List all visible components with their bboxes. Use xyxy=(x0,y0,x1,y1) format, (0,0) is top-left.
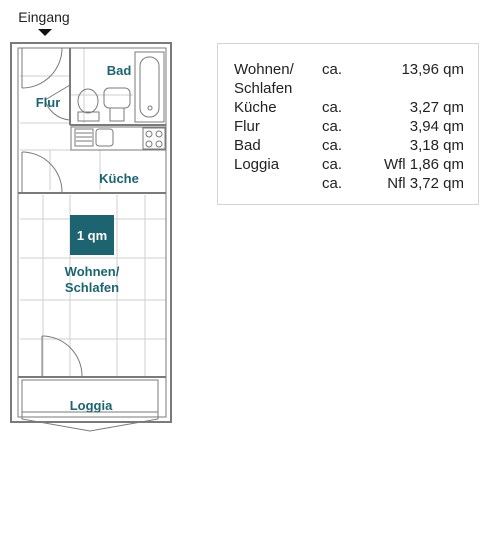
room-label-loggia: Loggia xyxy=(69,398,113,413)
entrance-door xyxy=(22,48,62,88)
area-ca: ca. xyxy=(322,175,343,192)
area-value: 3,94 qm xyxy=(409,118,464,135)
area-value: 3,18 qm xyxy=(409,137,464,154)
area-row xyxy=(234,155,464,174)
area-value: Nfl 3,72 qm xyxy=(387,175,464,192)
area-ca: ca. xyxy=(322,118,343,135)
area-room: Loggia xyxy=(234,156,280,173)
area-room: Wohnen/ xyxy=(234,61,294,78)
area-table xyxy=(217,43,479,205)
entrance-label: Eingang xyxy=(18,9,70,25)
scale-label: 1 qm xyxy=(76,228,108,243)
area-row xyxy=(234,60,464,79)
room-label-bad: Bad xyxy=(106,63,132,78)
loggia-door xyxy=(42,336,82,376)
toilet-icon xyxy=(78,89,99,121)
area-ca: ca. xyxy=(322,156,343,173)
area-row xyxy=(234,98,464,117)
room-label-flur: Flur xyxy=(35,95,61,110)
kueche-door xyxy=(22,152,62,192)
area-row xyxy=(234,79,464,98)
area-room: Schlafen xyxy=(234,80,293,97)
area-ca: ca. xyxy=(322,137,343,154)
stove-icon xyxy=(143,128,165,149)
kitchen-counter xyxy=(71,127,165,150)
area-row xyxy=(234,117,464,136)
room-label-wohnen-line1: Wohnen/ xyxy=(64,264,120,279)
room-label-kueche: Küche xyxy=(99,171,139,186)
area-value: Wfl 1,86 qm xyxy=(383,156,464,173)
area-room xyxy=(234,174,322,193)
room-label-wohnen-line2: Schlafen xyxy=(64,280,120,295)
area-ca: ca. xyxy=(322,61,343,78)
bathtub-icon xyxy=(135,52,164,122)
area-value xyxy=(352,79,464,98)
area-room: Bad xyxy=(234,137,261,154)
area-value: 3,27 qm xyxy=(409,99,464,116)
area-row xyxy=(234,136,464,155)
area-room: Flur xyxy=(234,118,260,135)
entrance-arrow-icon xyxy=(38,29,52,36)
area-room: Küche xyxy=(234,99,277,116)
washbasin-icon xyxy=(104,88,130,121)
area-ca: ca. xyxy=(322,99,343,116)
area-value: 13,96 qm xyxy=(401,61,464,78)
area-ca xyxy=(322,79,352,98)
area-row xyxy=(234,174,464,193)
